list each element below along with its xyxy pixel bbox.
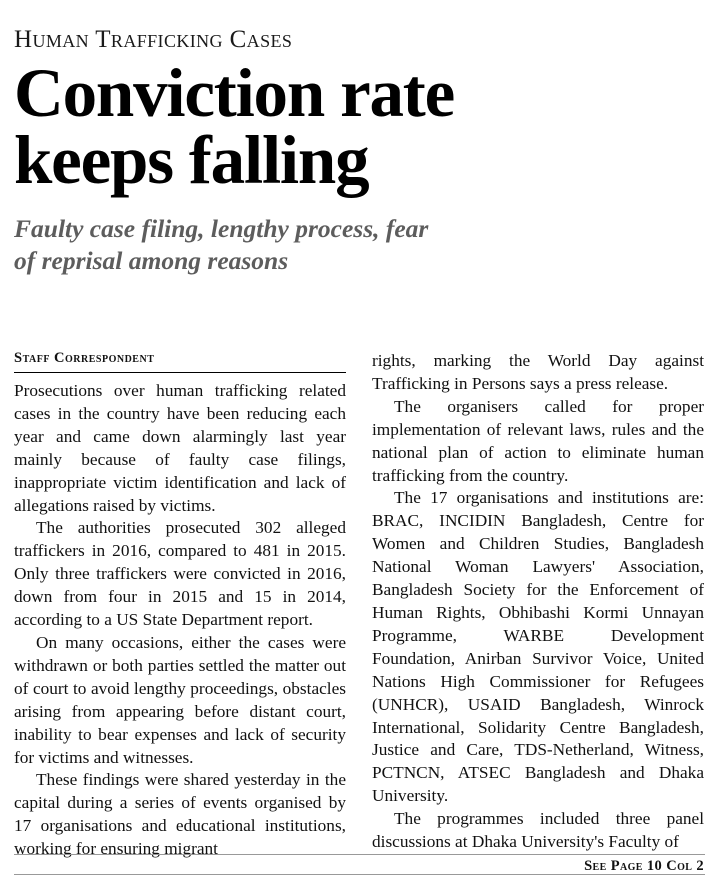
paragraph: The programmes included three panel discussions at Dhaka University's Faculty of (372, 809, 704, 852)
paragraph: The 17 organisations and institutions are: BRAC, INCIDIN Bangladesh, Centre for Women and Children Studies, Bangladesh National Woman Lawyers' Association, Bangladesh Society for the Enforcement of Human Rights, Obhibashi Kormi Unnayan Programme, WARBE Development Foundation, Anirban Survivor Voice, United Nations High Commissioner for Refugees (UNHCR), USAID Bangladesh, Winrock International, Solidarity Centre Bangladesh, Justice and Care, TDS-Netherland, Witness, PCTNCN, ATSEC Bangladesh and Dhaka University. (372, 488, 704, 806)
article-body (14, 350, 705, 875)
byline-rule (14, 372, 346, 373)
headline-line-2: keeps falling (14, 122, 369, 199)
article-deck (14, 213, 705, 278)
left-column (14, 350, 346, 875)
paragraph: Prosecutions over human trafficking related cases in the country have been reducing each year and came down alarmingly last year mainly because of faulty case filings, inappropriate victim identification and lack of allegations raised by victims. (14, 381, 346, 515)
deck-line-1: Faulty case filing, lengthy process, fear (14, 213, 429, 243)
paragraph: The organisers called for proper implementation of relevant laws, rules and the national plan of action to eliminate human trafficking from the country. (372, 396, 704, 485)
page-title (14, 54, 705, 199)
article-kicker: Human Trafficking Cases (14, 26, 293, 53)
paragraph: These findings were shared yesterday in the capital during a series of events organised by 17 organisations and educational institutions, working for ensuring migrant (14, 770, 346, 859)
headline-line-1: Conviction rate (14, 54, 455, 131)
paragraph: rights, marking the World Day against Trafficking in Persons says a press release. (372, 351, 704, 393)
right-column (372, 350, 704, 875)
byline: Staff Correspondent (14, 350, 155, 366)
paragraph: The authorities prosecuted 302 alleged traffickers in 2016, compared to 481 in 2015. Only three traffickers were convicted in 2016, down from four in 2015 and 15 in 2014, according to a US State Department report. (14, 518, 346, 630)
paragraph: On many occasions, either the cases were withdrawn or both parties settled the matter out of court to avoid lengthy proceedings, obstacles arising from appearing before distant court, inability to bear expenses and lack of security for victims and witnesses. (14, 632, 346, 767)
jump-line: See Page 10 Col 2 (584, 857, 704, 874)
footer-rule-top (14, 854, 705, 855)
deck-line-2: of reprisal among reasons (14, 246, 289, 276)
